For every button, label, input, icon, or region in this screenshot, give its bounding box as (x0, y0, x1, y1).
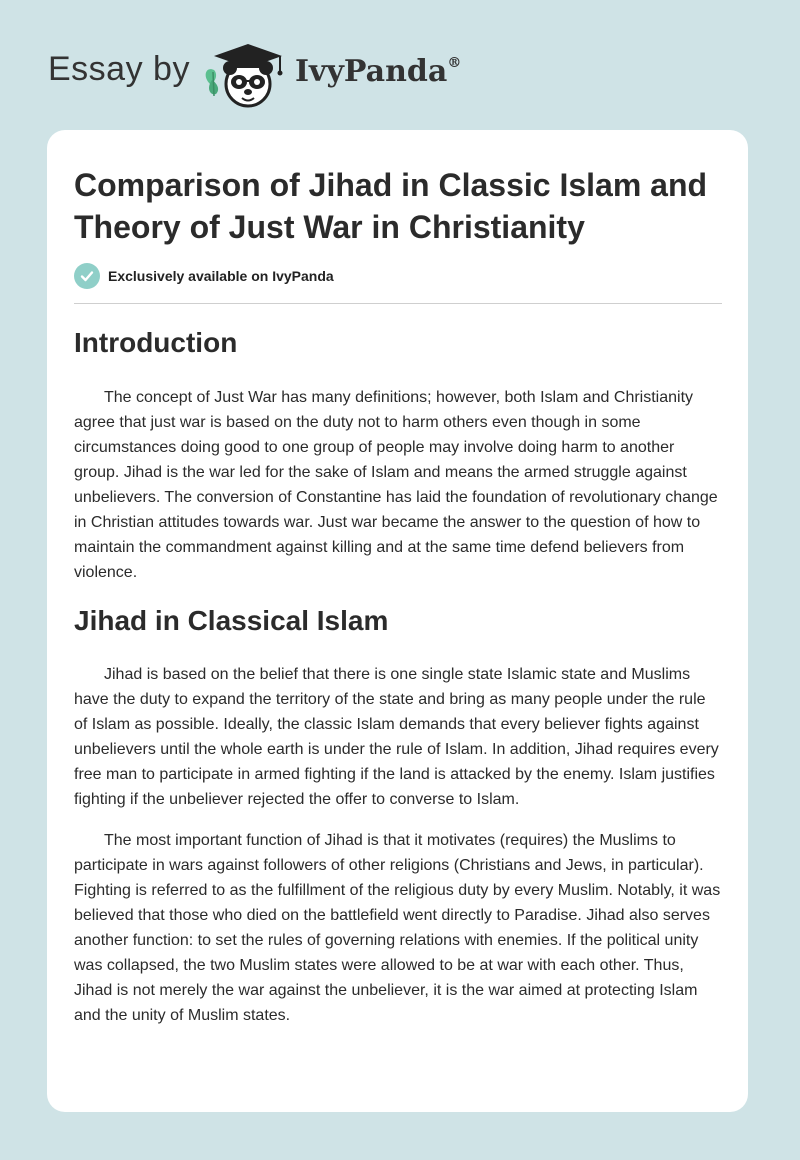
registered-mark: ® (447, 55, 462, 71)
article-card (47, 130, 748, 1112)
section-heading-introduction: Introduction (74, 327, 238, 358)
brand-name[interactable] (295, 54, 461, 89)
section-heading-jihad: Jihad in Classical Islam (74, 605, 389, 636)
badge-text: Exclusively available on IvyPanda (108, 268, 334, 284)
exclusive-badge (74, 263, 334, 289)
brand-name-text: IvyPanda (295, 54, 448, 89)
paragraph: The concept of Just War has many definitions; however, both Islam and Christianity agree that just war is based on the duty not to harm others even though in some circumstances doing good to one group of people may involve doing harm to another group. Jihad is the war led for the sake of Islam and means the armed struggle against unbelievers. The conversion of Constantine has laid the foundation of revolutionary change in Christian attitudes towards war. Just war became the answer to the question of how to maintain the commandment against killing and at the same time defend believers from violence. (74, 389, 718, 581)
brand-prefix: Essay by (48, 50, 190, 88)
page-title: Comparison of Jihad in Classic Islam and Theory of Just War in Christianity (74, 167, 708, 245)
panda-logo-icon[interactable] (200, 36, 292, 110)
divider (74, 303, 722, 304)
site-header (0, 0, 800, 120)
paragraph: Jihad is based on the belief that there is one single state Islamic state and Muslims have the duty to expand the territory of the state and bring as many people under the rule of Islam as possible. Ideally, the classic Islam demands that every believer fights against unbelievers until the whole earth is under the rule of Islam. In addition, Jihad requires every free man to participate in armed fighting if the land is attacked by the enemy. Islam justifies fighting if the unbeliever rejected the offer to converse to Islam. (74, 666, 719, 808)
paragraph: The most important function of Jihad is that it motivates (requires) the Muslims to participate in wars against followers of other religions (Christians and Jews, in particular). Fighting is referred to as the fulfillment of the religious duty by every Muslim. Notably, it was believed that those who died on the battlefield went directly to Paradise. Jihad also serves another function: to set the rules of governing relations with enemies. If the political unity was collapsed, the two Muslim states were allowed to be at war with each other. Thus, Jihad is not merely the war against the unbeliever, it is the war aimed at protecting Islam and the unity of Muslim states. (74, 832, 721, 1024)
checkmark-icon (74, 263, 100, 289)
